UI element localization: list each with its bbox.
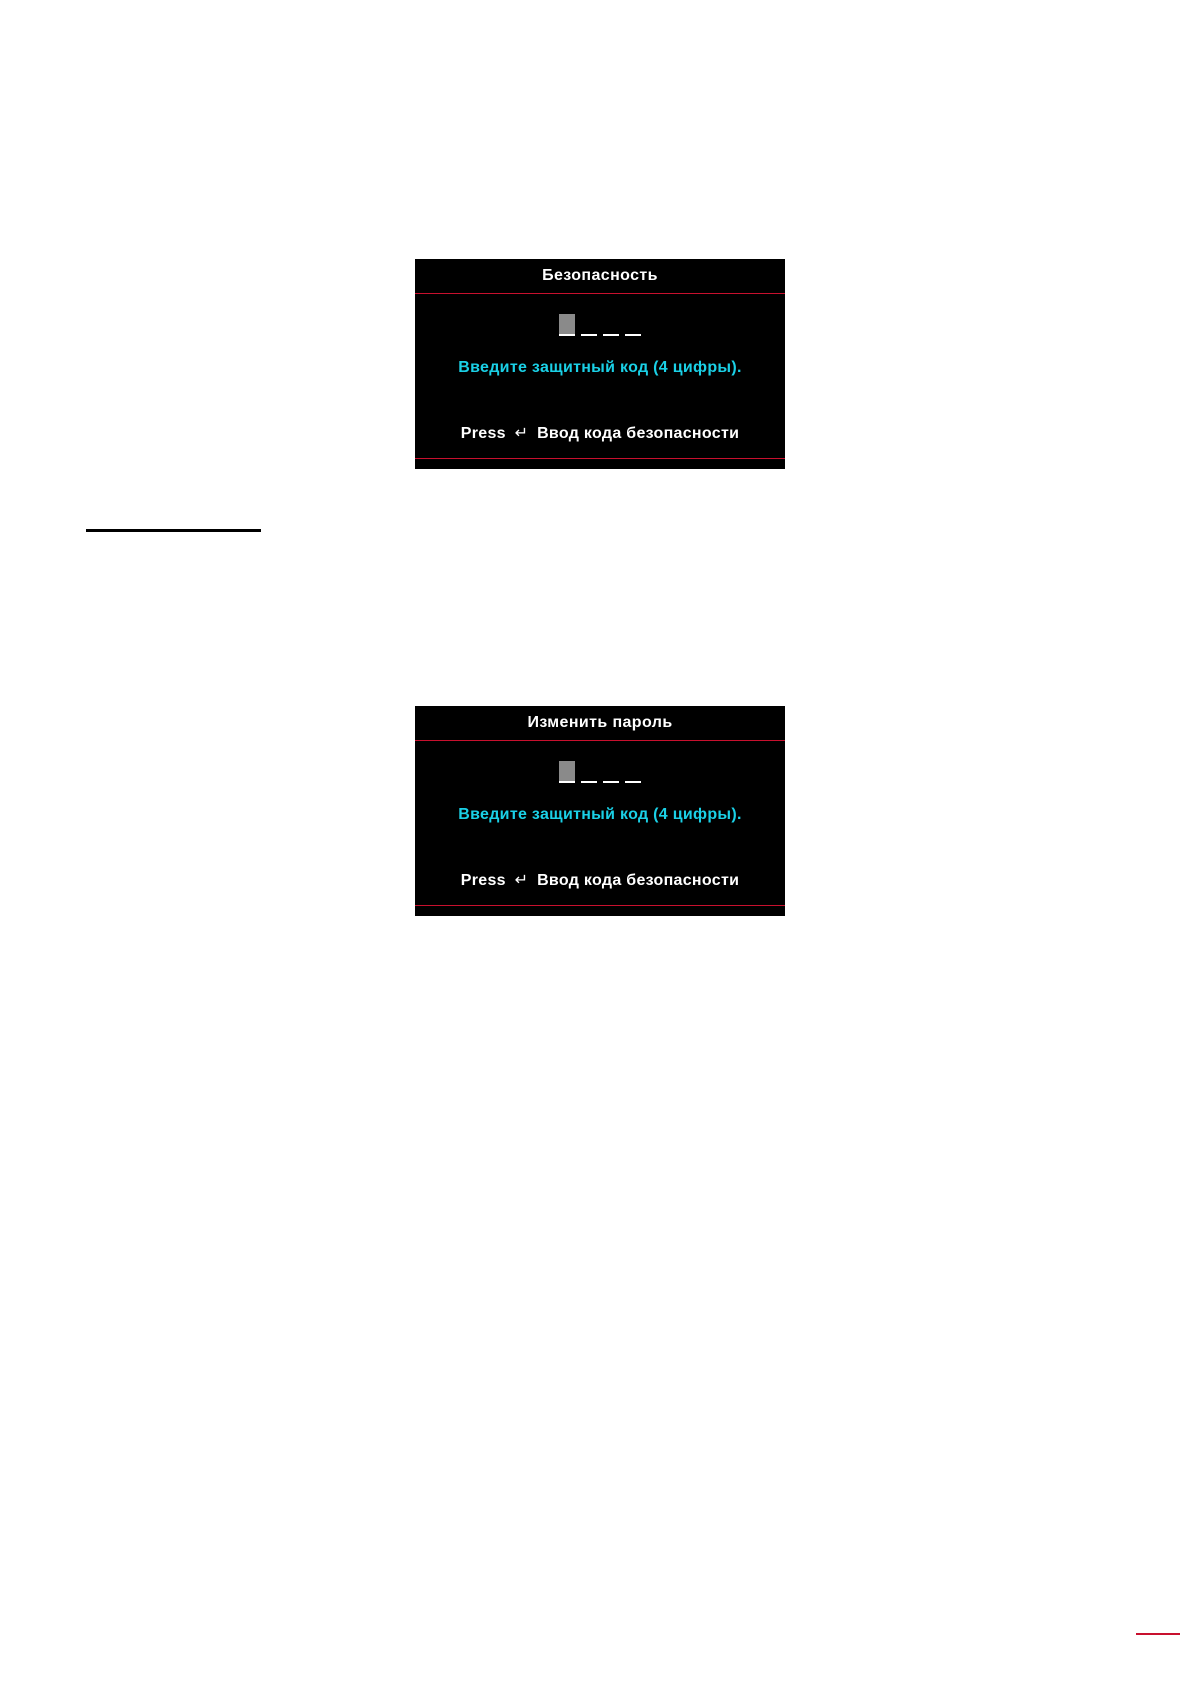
dialog-title: Безопасность [415,259,785,294]
change-password-dialog [415,706,785,916]
footer-action-label: Ввод кода безопасности [537,872,740,889]
bottom-divider [415,905,785,906]
code-digit-2[interactable] [581,781,597,783]
footer-action-label: Ввод кода безопасности [537,425,740,442]
security-dialog [415,259,785,469]
code-digit-2[interactable] [581,334,597,336]
footer-press-label: Press [460,872,506,889]
security-code-input[interactable] [415,761,785,783]
code-digit-1[interactable] [559,761,575,783]
dialog-title: Изменить пароль [415,706,785,741]
code-digit-4[interactable] [625,334,641,336]
code-prompt: Введите защитный код (4 цифры). [458,359,742,376]
code-digit-4[interactable] [625,781,641,783]
footer-hint [415,870,785,890]
code-digit-3[interactable] [603,334,619,336]
footer-hint [415,423,785,443]
footer-press-label: Press [460,425,506,442]
enter-icon: ↵ [514,872,529,889]
code-digit-3[interactable] [603,781,619,783]
code-prompt: Введите защитный код (4 цифры). [458,806,742,823]
section-divider [86,529,261,532]
enter-icon: ↵ [514,425,529,442]
page-corner-mark [1136,1633,1180,1635]
code-digit-1[interactable] [559,314,575,336]
bottom-divider [415,458,785,459]
security-code-input[interactable] [415,314,785,336]
